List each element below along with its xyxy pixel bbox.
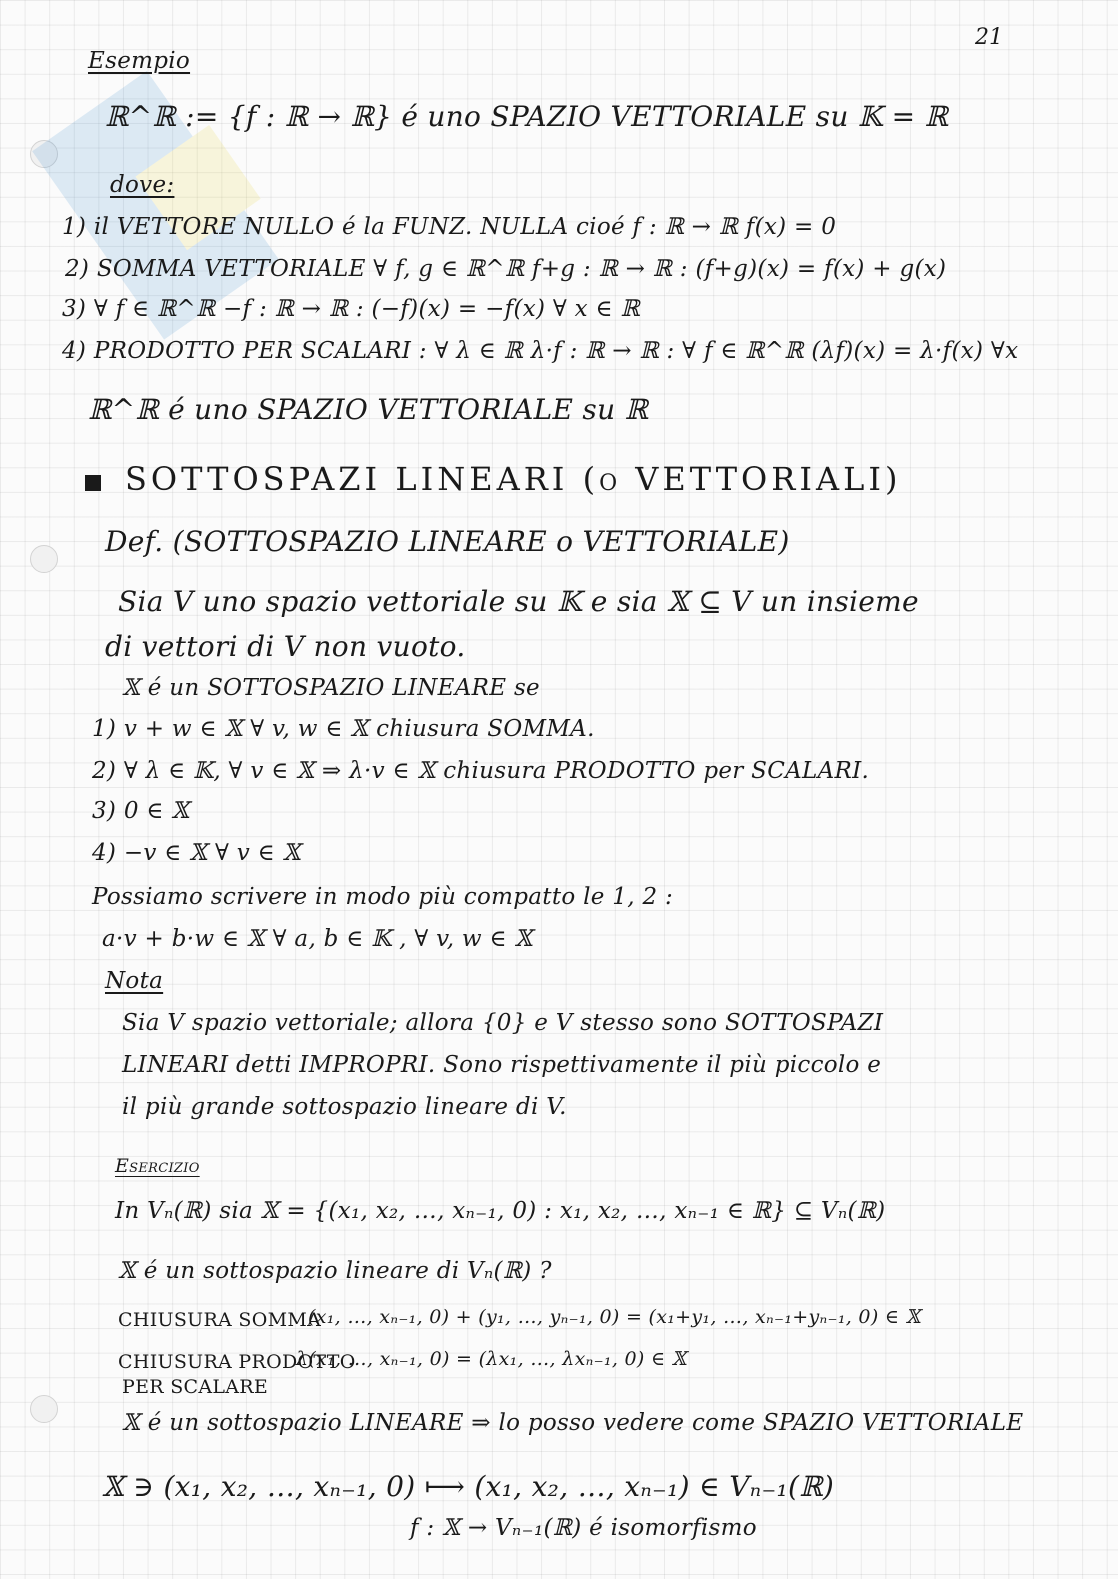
exercise-heading: Esercizio [115, 1155, 200, 1177]
definition-line-1: Sia V uno spazio vettoriale su 𝕂 e sia 𝕏 ⊆ V un insieme [118, 585, 919, 618]
example-item-2: 2) SOMMA VETTORIALE ∀ f, g ∈ ℝ^ℝ f+g : ℝ → ℝ : (f+g)(x) = f(x) + g(x) [65, 256, 947, 282]
exercise-map: 𝕏 ∋ (x₁, x₂, …, xₙ₋₁, 0) ⟼ (x₁, x₂, …, xₙ₋₁) ∈ Vₙ₋₁(ℝ) [102, 1470, 835, 1503]
page-number: 21 [975, 25, 1003, 50]
where-label: dove: [110, 172, 175, 198]
note-line-3: il più grande sottospazio lineare di V. [122, 1094, 567, 1120]
binder-hole [30, 140, 58, 168]
sum-formula: (x₁, …, xₙ₋₁, 0) + (y₁, …, yₙ₋₁, 0) = (x₁+y₁, …, xₙ₋₁+yₙ₋₁, 0) ∈ 𝕏 [308, 1306, 921, 1328]
example-heading: Esempio [88, 48, 191, 74]
exercise-statement: In Vₙ(ℝ) sia 𝕏 = {(x₁, x₂, …, xₙ₋₁, 0) : x₁, x₂, …, xₙ₋₁ ∈ ℝ} ⊆ Vₙ(ℝ) [115, 1198, 886, 1224]
note-line-2: LINEARI detti IMPROPRI. Sono rispettivamente il più piccolo e [122, 1052, 882, 1078]
prod-formula: λ(x₁, …, xₙ₋₁, 0) = (λx₁, …, λxₙ₋₁, 0) ∈ 𝕏 [296, 1348, 687, 1370]
definition-heading: Def. (SOTTOSPAZIO LINEARE o VETTORIALE) [105, 525, 790, 558]
prod-label-2: PER SCALARE [122, 1376, 269, 1398]
exercise-question: 𝕏 é un sottospazio lineare di Vₙ(ℝ) ? [118, 1258, 552, 1284]
binder-hole [30, 1395, 58, 1423]
example-item-1: 1) il VETTORE NULLO é la FUNZ. NULLA cioé f : ℝ → ℝ f(x) = 0 [62, 214, 837, 240]
example-item-4: 4) PRODOTTO PER SCALARI : ∀ λ ∈ ℝ λ·f : ℝ → ℝ : ∀ f ∈ ℝ^ℝ (λf)(x) = λ·f(x) ∀x [62, 338, 1019, 364]
exercise-conclusion: 𝕏 é un sottospazio LINEARE ⇒ lo posso vedere come SPAZIO VETTORIALE [122, 1410, 1024, 1436]
bullet-square-icon [85, 475, 101, 491]
note-heading: Nota [105, 968, 164, 994]
definition-line-3: 𝕏 é un SOTTOSPAZIO LINEARE se [122, 675, 540, 701]
sum-label: CHIUSURA SOMMA [118, 1309, 322, 1331]
example-statement: ℝ^ℝ := {f : ℝ → ℝ} é uno SPAZIO VETTORIALE su 𝕂 = ℝ [105, 100, 949, 133]
condition-1: 1) v + w ∈ 𝕏 ∀ v, w ∈ 𝕏 chiusura SOMMA. [92, 716, 595, 742]
prod-label-1: CHIUSURA PRODOTTO [118, 1351, 356, 1373]
binder-hole [30, 545, 58, 573]
section-title [85, 460, 902, 498]
example-conclusion: ℝ^ℝ é uno SPAZIO VETTORIALE su ℝ [88, 393, 649, 426]
note-line-1: Sia V spazio vettoriale; allora {0} e V stesso sono SOTTOSPAZI [122, 1010, 884, 1036]
condition-4: 4) −v ∈ 𝕏 ∀ v ∈ 𝕏 [92, 840, 301, 866]
definition-line-2: di vettori di V non vuoto. [105, 630, 466, 663]
condition-3: 3) 0 ∈ 𝕏 [92, 798, 190, 824]
condition-2: 2) ∀ λ ∈ 𝕂, ∀ v ∈ 𝕏 ⇒ λ·v ∈ 𝕏 chiusura PRODOTTO per SCALARI. [92, 758, 870, 784]
example-item-3: 3) ∀ f ∈ ℝ^ℝ −f : ℝ → ℝ : (−f)(x) = −f(x) ∀ x ∈ ℝ [62, 296, 640, 322]
compact-formula: a·v + b·w ∈ 𝕏 ∀ a, b ∈ 𝕂 , ∀ v, w ∈ 𝕏 [102, 926, 533, 952]
exercise-isomorphism: f : 𝕏 → Vₙ₋₁(ℝ) é isomorfismo [410, 1515, 757, 1541]
section-title-text: SOTTOSPAZI LINEARI (o VETTORIALI) [125, 460, 902, 498]
compact-intro: Possiamo scrivere in modo più compatto le 1, 2 : [92, 884, 674, 910]
